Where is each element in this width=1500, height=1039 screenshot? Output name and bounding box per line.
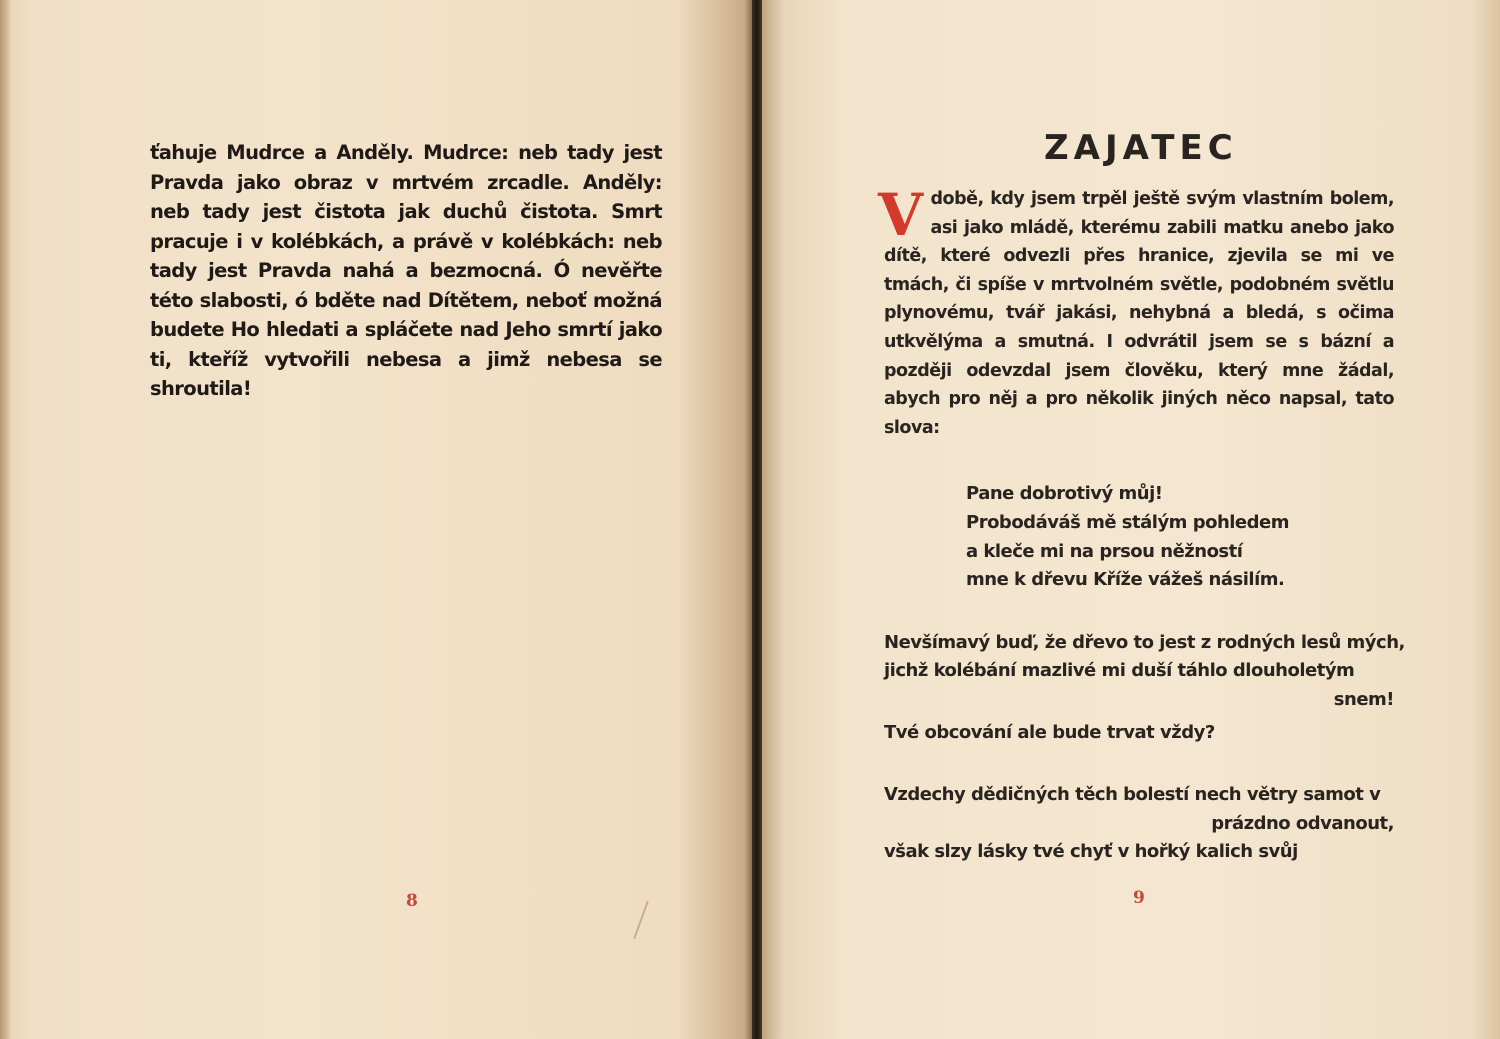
verse-line: Nevšímavý buď, že dřevo to jest z rodných lesů mých, bbox=[884, 631, 1405, 653]
drop-cap: V bbox=[878, 181, 923, 249]
chapter-body bbox=[878, 181, 1405, 867]
intro-text: době, kdy jsem trpěl ještě svým vlastním bolem, asi jako mládě, kterému zabili matku anebo jako dítě, které odvezli přes hranice, zjevila se mi ve tmách, či spíše v mrtvolném světle, podobném světlu plynovému, tvář jakási, nehybná a bledá, s očima utkvělýma a smutná. I odvrátil jsem se s bázní a později odevzdal jsem člověku, který mne žádal, abych pro něj a pro několik jiných něco napsal, tato slova: bbox=[884, 189, 1394, 438]
stanza-line: Pane dobrotivý můj! bbox=[966, 483, 1163, 505]
left-paragraph: ťahuje Mudrce a Anděly. Mudrce: neb tady jest Pravda jako obraz v mrtvém zrcadle. Anděly: neb tady jest čistota jak duchů čistota. Smrt pracuje i v kolébkách, a právě v kolébkách: neb tady jest Pravda nahá a bezmocná. Ó nevěřte této slabosti, ó bděte nad Dítětem, neboť možná budete Ho hledati a spláčete nad Jeho smrtí jako ti, kteříž vytvořili nebesa a jimž nebesa se shroutila! bbox=[150, 141, 662, 400]
verse-line: Tvé obcování ale bude trvat vždy? bbox=[884, 721, 1215, 743]
page-edge bbox=[0, 0, 10, 1039]
book-gutter bbox=[752, 0, 762, 1039]
verse-3 bbox=[884, 781, 1394, 867]
verse-line: Vzdechy dědičných těch bolestí nech větry samot v bbox=[884, 784, 1381, 806]
verse-line: snem! bbox=[1333, 688, 1394, 710]
verse-line: však slzy lásky tvé chyť v hořký kalich svůj bbox=[884, 841, 1298, 863]
stanza-line: Probodáváš mě stálým pohledem bbox=[966, 511, 1289, 533]
paper-crease bbox=[633, 901, 649, 939]
chapter-title: ZAJATEC bbox=[1044, 128, 1238, 168]
intro-paragraph bbox=[878, 181, 1394, 442]
stanza-line: mne k dřevu Kříže vážeš násilím. bbox=[966, 569, 1285, 591]
verse-2 bbox=[884, 719, 1394, 748]
page-number-right: 9 bbox=[1133, 888, 1145, 908]
stanza-line: a kleče mi na prsou něžností bbox=[966, 540, 1243, 562]
verse-1 bbox=[884, 629, 1405, 715]
verse-line: prázdno odvanout, bbox=[1211, 812, 1394, 834]
right-page bbox=[762, 0, 1500, 1039]
left-page-text bbox=[150, 138, 662, 404]
stanza bbox=[966, 480, 1394, 594]
page-number-left: 8 bbox=[406, 891, 418, 911]
verse-line: jichž kolébání mazlivé mi duší táhlo dlouholetým bbox=[884, 660, 1355, 682]
